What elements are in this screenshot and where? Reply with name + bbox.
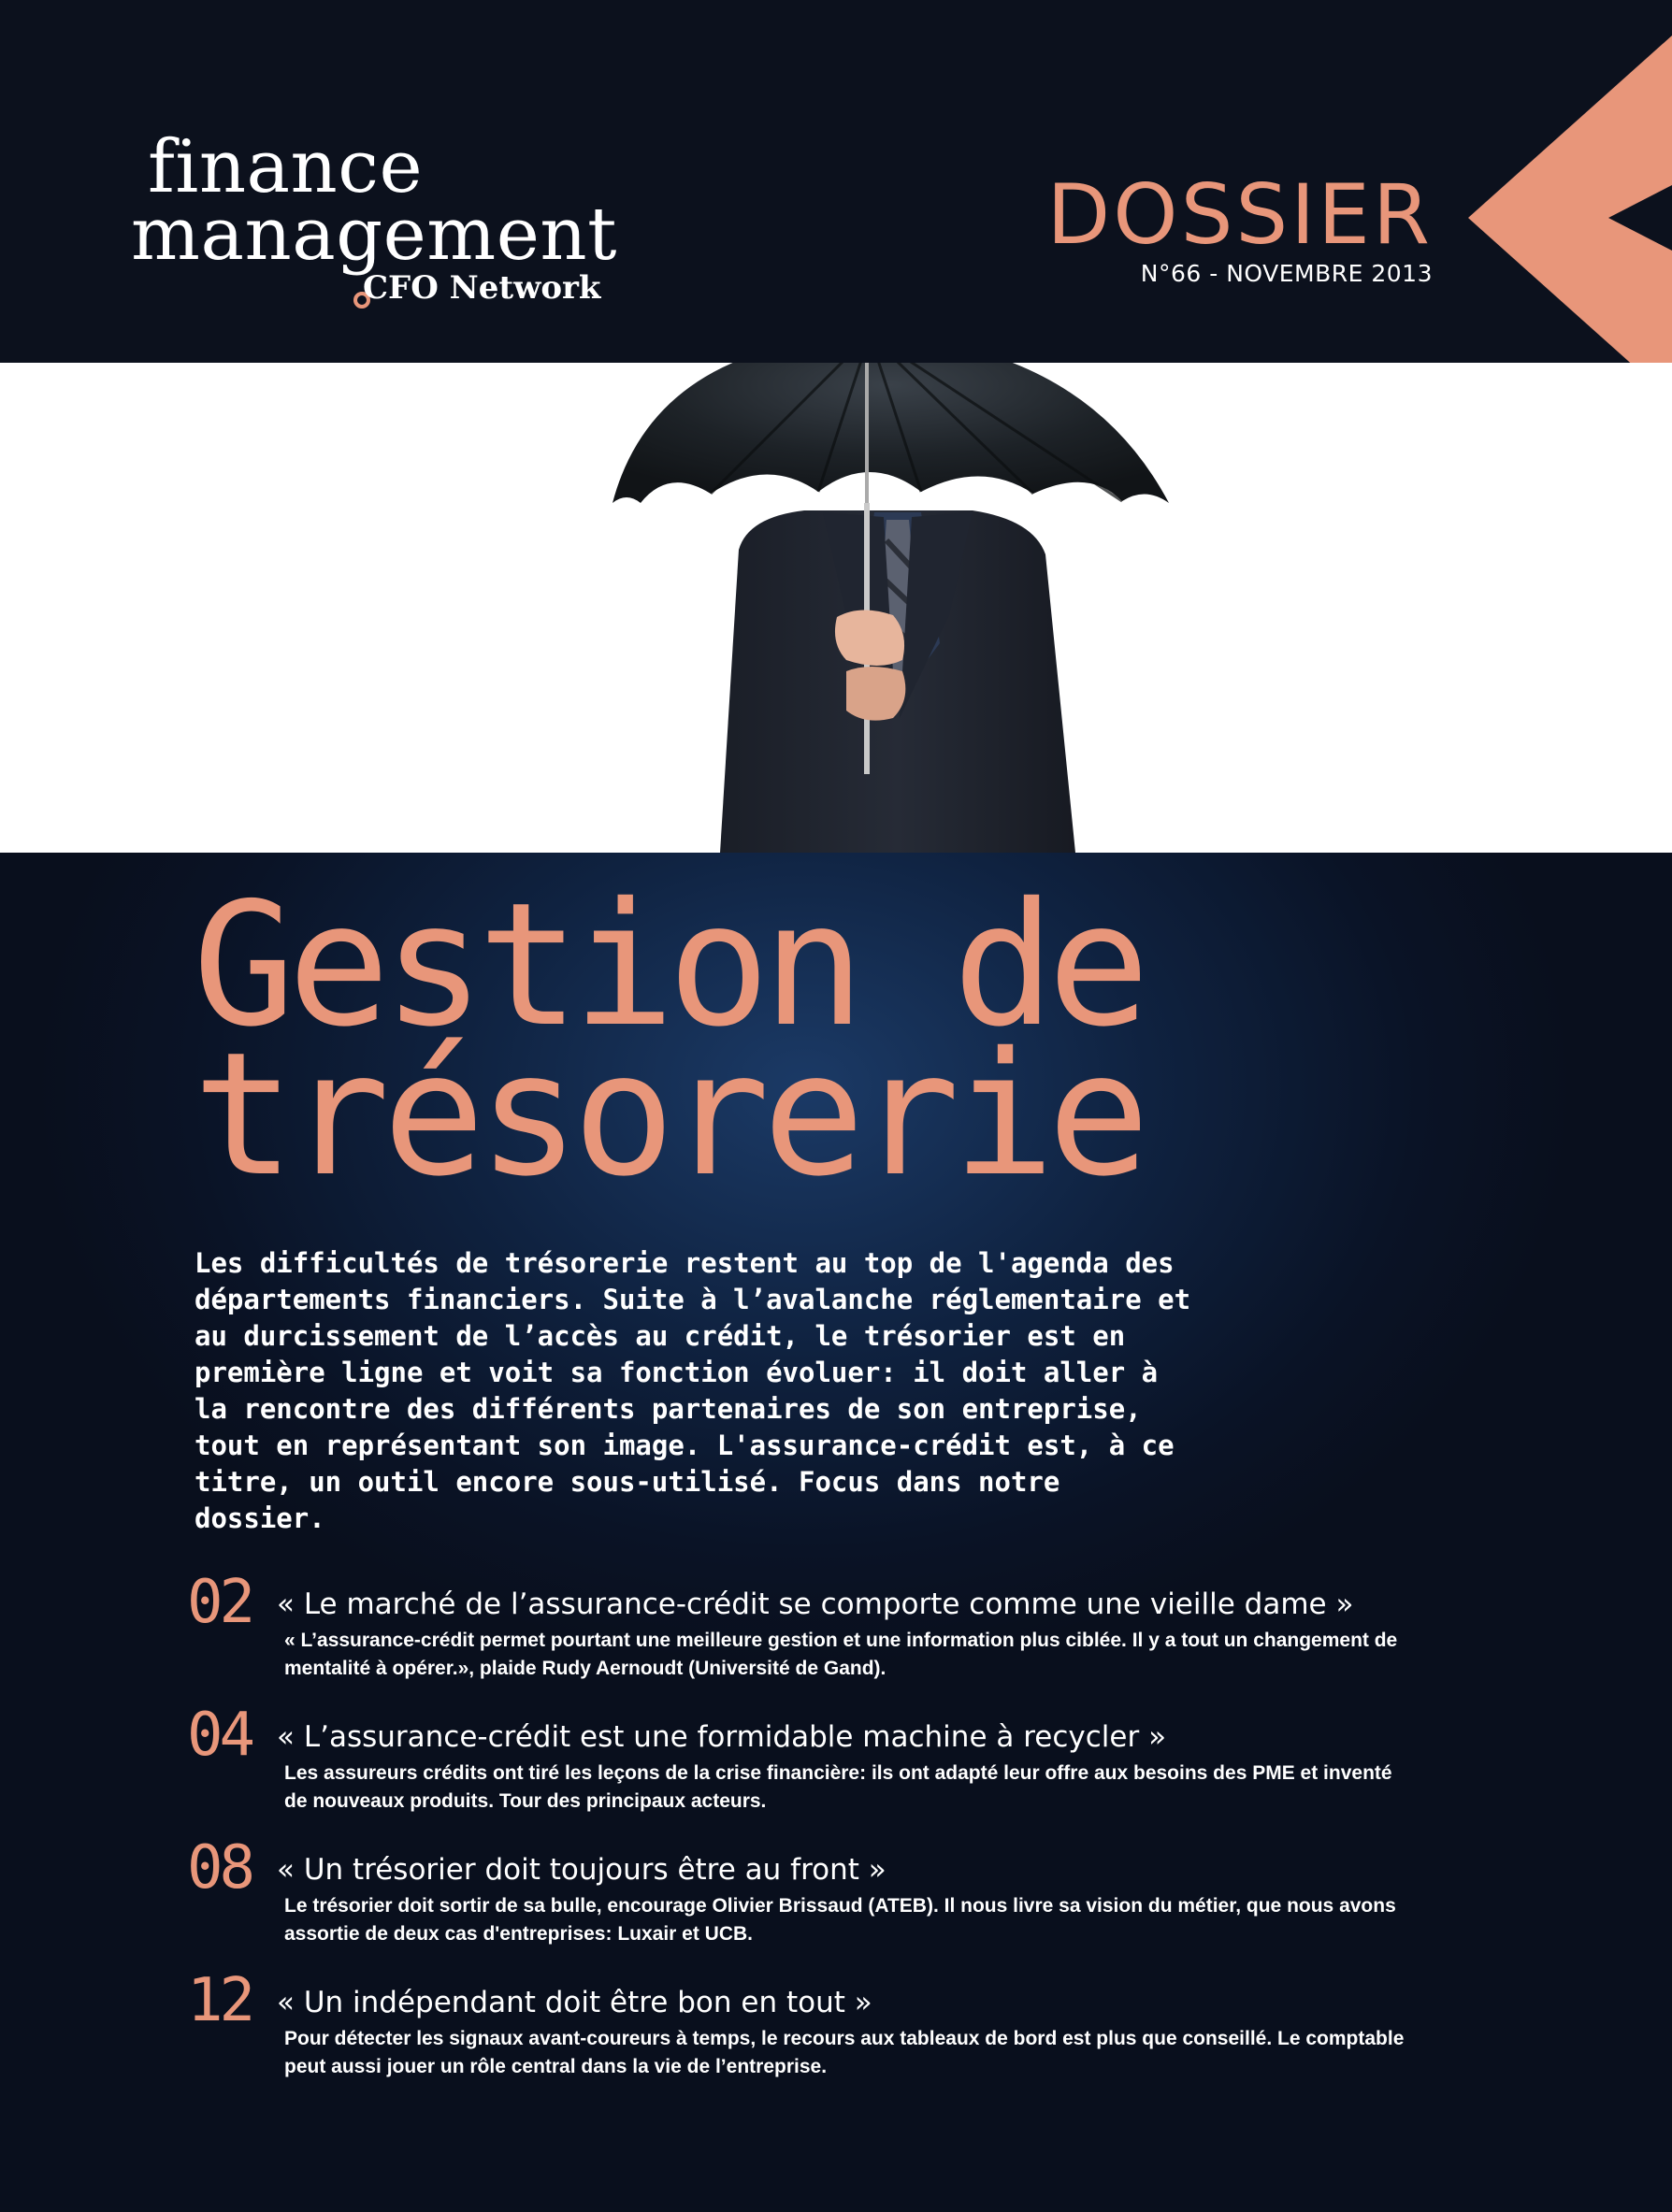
cover-photo: [0, 363, 1672, 853]
logo-line-cfo-network: CFO Network: [363, 269, 601, 307]
finance-management-logo[interactable]: [131, 125, 655, 318]
title-line-1: Gestion de: [193, 866, 1143, 1064]
issue-date: N°66 - NOVEMBRE 2013: [1140, 260, 1433, 287]
toc-page-number: 04: [187, 1701, 252, 1770]
toc-description: Pour détecter les signaux avant-coureurs à temps, le recours aux tableaux de bord est plus que conseillé. Le comptable peut aussi jouer un rôle central dans la vie de l’entreprise.: [284, 2028, 1405, 2077]
toc-description: Les assureurs crédits ont tiré les leçons de la crise financière: ils ont adapté leur offre aux besoins des PME et inventé de nouveaux produits. Tour des principaux acteurs.: [284, 1762, 1392, 1812]
businessman-umbrella-illustration: [0, 363, 1672, 853]
toc-item[interactable]: [187, 1701, 1421, 1838]
chevron-left-icon: [1459, 36, 1672, 400]
logo-line-management: management: [131, 193, 617, 277]
section-label: DOSSIER: [1046, 166, 1433, 263]
toc-heading: « L’assurance-crédit est une formidable machine à recycler »: [277, 1720, 1167, 1754]
toc-page-number: 02: [187, 1568, 252, 1637]
title-line-2: trésorerie: [193, 1015, 1143, 1214]
intro-paragraph: Les difficultés de trésorerie restent au top de l'agenda des départements financiers. Suite à l’avalanche réglementaire et au durcissement de l’accès au crédit, le trésorier est en première ligne et voit sa fonction évoluer: il doit aller à la rencontre des différents partenaires de son entreprise, tout en représentant son image. L'assurance-crédit est, à ce titre, un outil encore sous-utilisé. Focus dans notre dossier.: [195, 1247, 1191, 1534]
toc-description: « L’assurance-crédit permet pourtant une meilleure gestion et une information plus ciblée. Il y a tout un changement de mentalité à opérer.», plaide Rudy Aernoudt (Université de Gand).: [284, 1630, 1398, 1679]
main-section: [0, 853, 1672, 2212]
toc-item[interactable]: [187, 1966, 1421, 2104]
table-of-contents: [187, 1568, 1421, 2104]
header: [0, 0, 1672, 363]
toc-item[interactable]: [187, 1568, 1421, 1705]
toc-item[interactable]: [187, 1833, 1421, 1971]
toc-page-number: 08: [187, 1833, 252, 1903]
toc-page-number: 12: [187, 1966, 252, 2035]
toc-description: Le trésorier doit sortir de sa bulle, encourage Olivier Brissaud (ATEB). Il nous livre sa vision du métier, que nous avons assortie de deux cas d'entreprises: Luxair et UCB.: [284, 1895, 1396, 1945]
toc-heading: « Un indépendant doit être bon en tout »: [277, 1986, 872, 2019]
toc-heading: « Un trésorier doit toujours être au front »: [277, 1853, 886, 1887]
logo-line-finance: finance: [148, 125, 424, 209]
page-title: [193, 866, 1143, 1214]
toc-heading: « Le marché de l’assurance-crédit se comporte comme une vieille dame »: [277, 1587, 1354, 1621]
